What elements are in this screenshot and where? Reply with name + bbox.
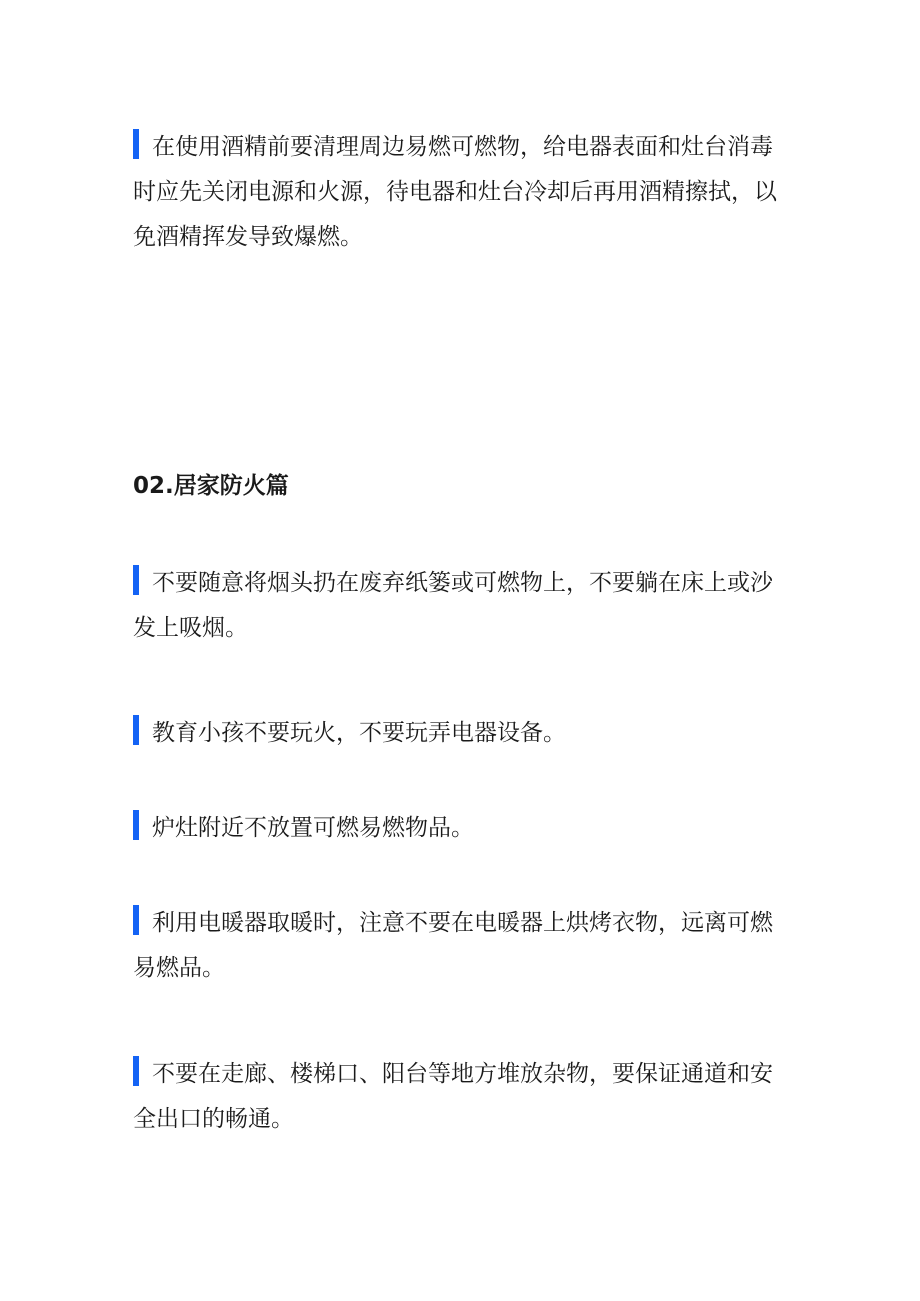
- vertical-bar-marker-icon: [133, 715, 139, 745]
- intro-paragraph: [133, 125, 783, 260]
- tip-paragraph-3: [133, 806, 783, 851]
- vertical-bar-marker-icon: [133, 905, 139, 935]
- vertical-bar-marker-icon: [133, 1056, 139, 1086]
- tip-text: 利用电暖器取暖时，注意不要在电暖器上烘烤衣物，远离可燃易燃品。: [133, 910, 773, 981]
- vertical-bar-marker-icon: [133, 129, 139, 159]
- vertical-bar-marker-icon: [133, 565, 139, 595]
- section-heading: 02.居家防火篇: [133, 473, 289, 499]
- tip-text: 不要在走廊、楼梯口、阳台等地方堆放杂物，要保证通道和安全出口的畅通。: [133, 1061, 773, 1132]
- tip-paragraph-5: [133, 1052, 783, 1142]
- tip-paragraph-2: [133, 711, 783, 756]
- vertical-bar-marker-icon: [133, 810, 139, 840]
- tip-paragraph-4: [133, 901, 783, 991]
- tip-text: 教育小孩不要玩火，不要玩弄电器设备。: [152, 720, 566, 746]
- tip-text: 不要随意将烟头扔在废弃纸篓或可燃物上，不要躺在床上或沙发上吸烟。: [133, 570, 773, 641]
- tip-paragraph-1: [133, 561, 783, 651]
- tip-text: 炉灶附近不放置可燃易燃物品。: [152, 815, 474, 841]
- intro-text: 在使用酒精前要清理周边易燃可燃物，给电器表面和灶台消毒时应先关闭电源和火源，待电器和灶台冷却后再用酒精擦拭，以免酒精挥发导致爆燃。: [133, 134, 777, 250]
